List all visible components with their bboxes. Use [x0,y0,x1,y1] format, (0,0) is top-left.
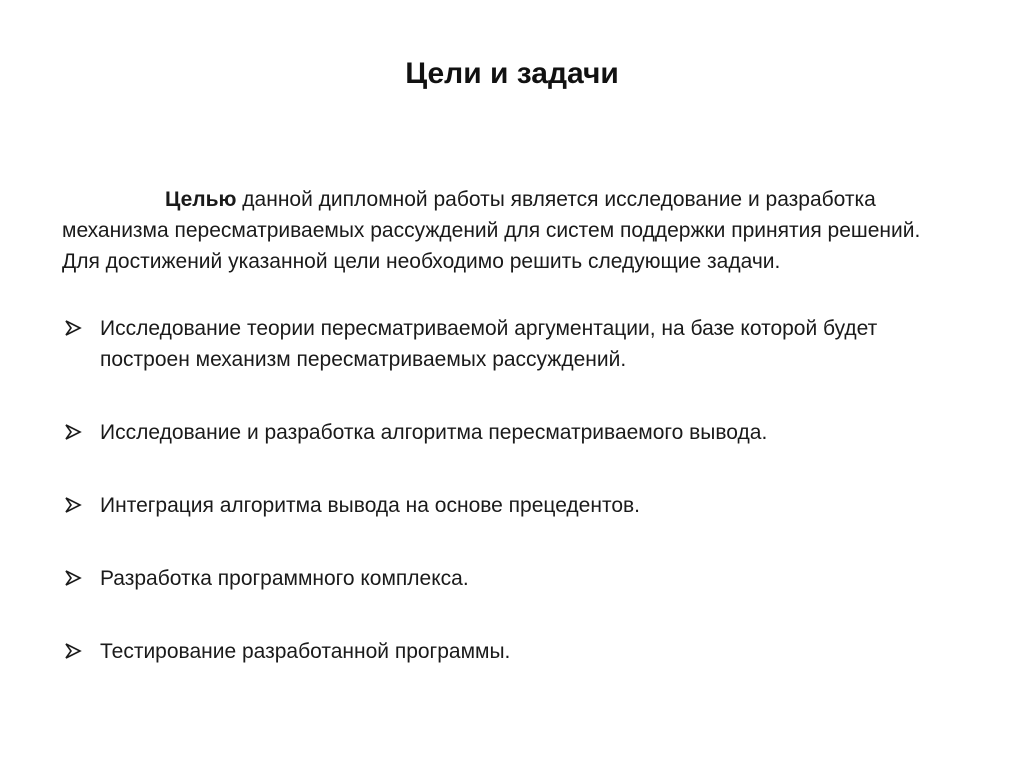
arrowhead-checkmark-icon [64,417,84,448]
task-item [62,313,962,375]
task-text: Разработка программного комплекса. [100,567,469,590]
task-text: Исследование и разработка алгоритма пересматриваемого вывода. [100,421,768,444]
task-text: Тестирование разработанной программы. [100,640,511,663]
arrowhead-checkmark-icon [64,563,84,594]
arrowhead-checkmark-icon [64,490,84,521]
arrowhead-checkmark-icon [64,313,84,344]
task-text: Интеграция алгоритма вывода на основе прецедентов. [100,494,641,517]
task-item [62,490,962,521]
arrowhead-checkmark-icon [64,636,84,667]
intro-paragraph [62,184,962,277]
task-list [62,313,962,667]
task-item [62,563,962,594]
intro-text: данной дипломной работы является исследование и разработка механизма пересматриваемых рассуждений для систем поддержки принятия решений. Для достижений указанной цели необходимо решить следующие задачи. [62,188,921,273]
intro-lead-word: Целью [165,188,237,211]
task-text: Исследование теории пересматриваемой аргументации, на базе которой будет построен механизм пересматриваемых рассуждений. [100,317,878,371]
slide-title: Цели и задачи [405,57,619,90]
task-item [62,636,962,667]
task-item [62,417,962,448]
